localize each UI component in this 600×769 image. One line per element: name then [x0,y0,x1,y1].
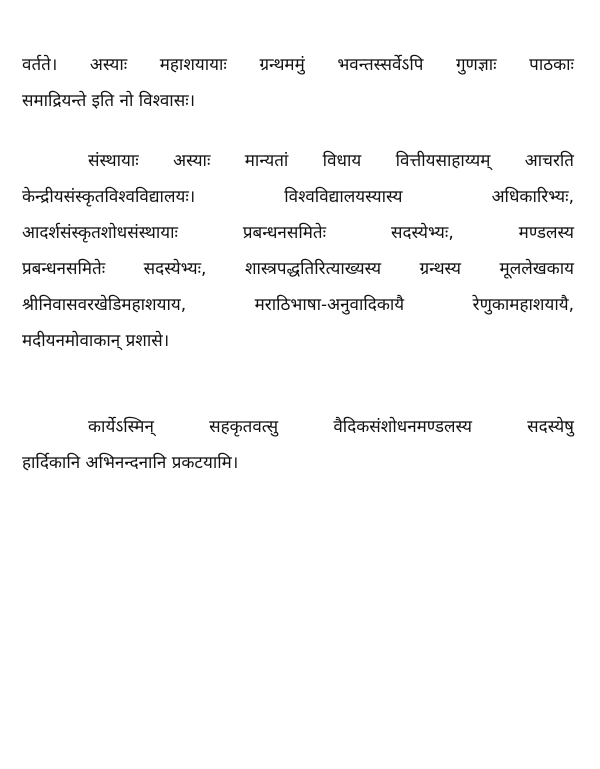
text-line: आदर्शसंस्कृतशोधसंस्थायाः प्रबन्धनसमितेः सदस्येभ्यः, मण्डलस्य [22,223,574,243]
text-line: श्रीनिवासवरखेडिमहाशयाय, मराठिभाषा-अनुवादिकायै रेणुकामहाशयायै, [22,295,574,315]
paragraph-3 [22,409,574,481]
text-line: मदीयनमोवाकान् प्रशासे। [22,331,170,351]
text-line: समाद्रियन्ते इति नो विश्वासः। [22,91,196,111]
text-line: संस्थायाः अस्याः मान्यतां विधाय वित्तीयसाहाय्यम् आचरति [88,151,574,171]
text-line: वर्तते। अस्याः महाशयायाः ग्रन्थममुं भवन्तस्सर्वेऽपि गुणज्ञाः पाठकाः [22,55,574,75]
paragraph-2 [22,143,574,359]
text-line: प्रबन्धनसमितेः सदस्येभ्यः, शास्त्रपद्धतिरित्याख्यस्य ग्रन्थस्य मूललेखकाय [22,259,574,279]
text-line: हार्दिकानि अभिनन्दनानि प्रकटयामि। [22,453,239,473]
paragraph-1 [22,47,574,119]
text-line: कार्येऽस्मिन् सहकृतवत्सु वैदिकसंशोधनमण्डलस्य सदस्येषु [88,417,574,437]
text-line: केन्द्रीयसंस्कृतविश्वविद्यालयः। विश्वविद्यालयस्यास्य अधिकारिभ्यः, [22,187,574,207]
